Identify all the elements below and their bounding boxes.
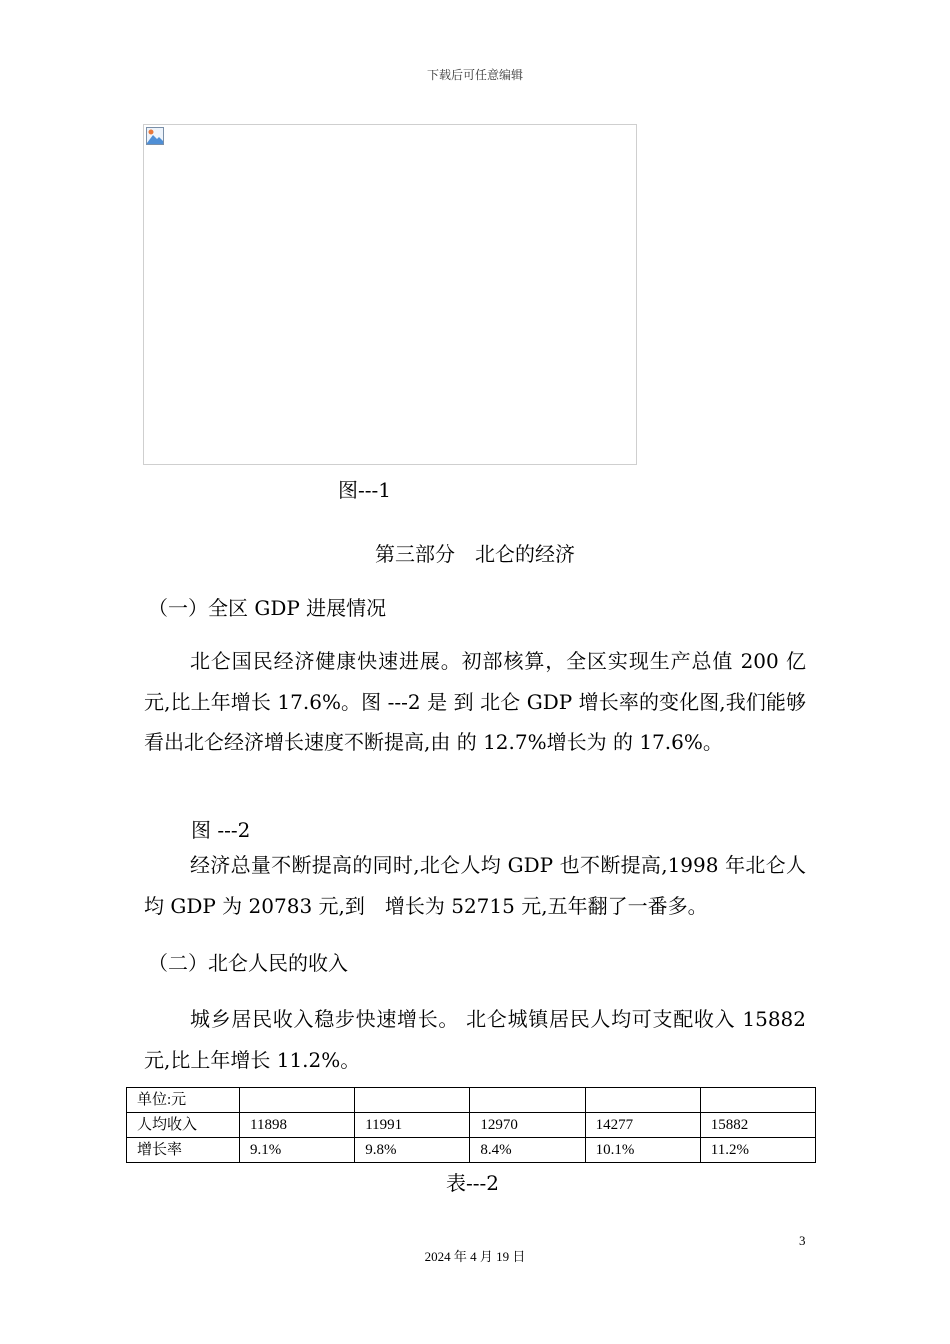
table-cell: 12970 — [470, 1113, 585, 1138]
table-2-caption: 表---2 — [446, 1171, 499, 1195]
table-cell: 9.1% — [240, 1138, 355, 1163]
page-footer-date: 2024 年 4 月 19 日 — [424, 1249, 526, 1264]
figure-2-caption: 图 ---2 — [191, 818, 251, 842]
paragraph-gdp-text: 北仑国民经济健康快速进展。初部核算，全区实现生产总值 200 亿元,比上年增长 17.6%。图 ---2 是 到 北仑 GDP 增长率的变化图,我们能够看出北仑经济增长速度不断提高,由 的 12.7%增长为 的 17.6%。 — [144, 649, 806, 755]
table-row-label: 增长率 — [127, 1138, 240, 1163]
paragraph-per-capita-gdp-text: 经济总量不断提高的同时,北仑人均 GDP 也不断提高,1998 年北仑人均 GDP 为 20783 元,到 增长为 52715 元,五年翻了一番多。 — [144, 853, 806, 918]
section-title: 第三部分 北仑的经济 — [375, 542, 575, 566]
table-cell: 11.2% — [700, 1138, 815, 1163]
paragraph-income — [144, 999, 806, 1080]
table-cell: 9.8% — [355, 1138, 470, 1163]
subsection-income-title: （二）北仑人民的收入 — [148, 951, 348, 975]
table-cell: 14277 — [585, 1113, 700, 1138]
figure-1-placeholder — [143, 124, 637, 465]
page-header: 下载后可任意编辑 — [426, 68, 523, 82]
table-cell: 15882 — [700, 1113, 815, 1138]
table-row-label: 人均收入 — [127, 1113, 240, 1138]
paragraph-gdp — [144, 641, 806, 763]
subsection-gdp-title: （一）全区 GDP 进展情况 — [148, 596, 387, 620]
paragraph-income-text: 城乡居民收入稳步快速增长。 北仑城镇居民人均可支配收入 15882 元,比上年增长 11.2%。 — [144, 1007, 806, 1072]
broken-image-icon — [146, 127, 164, 145]
paragraph-per-capita-gdp — [144, 845, 806, 926]
figure-1-caption: 图---1 — [338, 478, 391, 502]
table-header-row — [127, 1088, 816, 1113]
income-table — [126, 1087, 816, 1163]
table-cell: 11898 — [240, 1113, 355, 1138]
table-cell: 10.1% — [585, 1138, 700, 1163]
table-cell: 8.4% — [470, 1138, 585, 1163]
page-number: 3 — [799, 1233, 806, 1248]
table-unit-label: 单位:元 — [127, 1088, 240, 1113]
table-cell: 11991 — [355, 1113, 470, 1138]
table-row — [127, 1113, 816, 1138]
table-row — [127, 1138, 816, 1163]
